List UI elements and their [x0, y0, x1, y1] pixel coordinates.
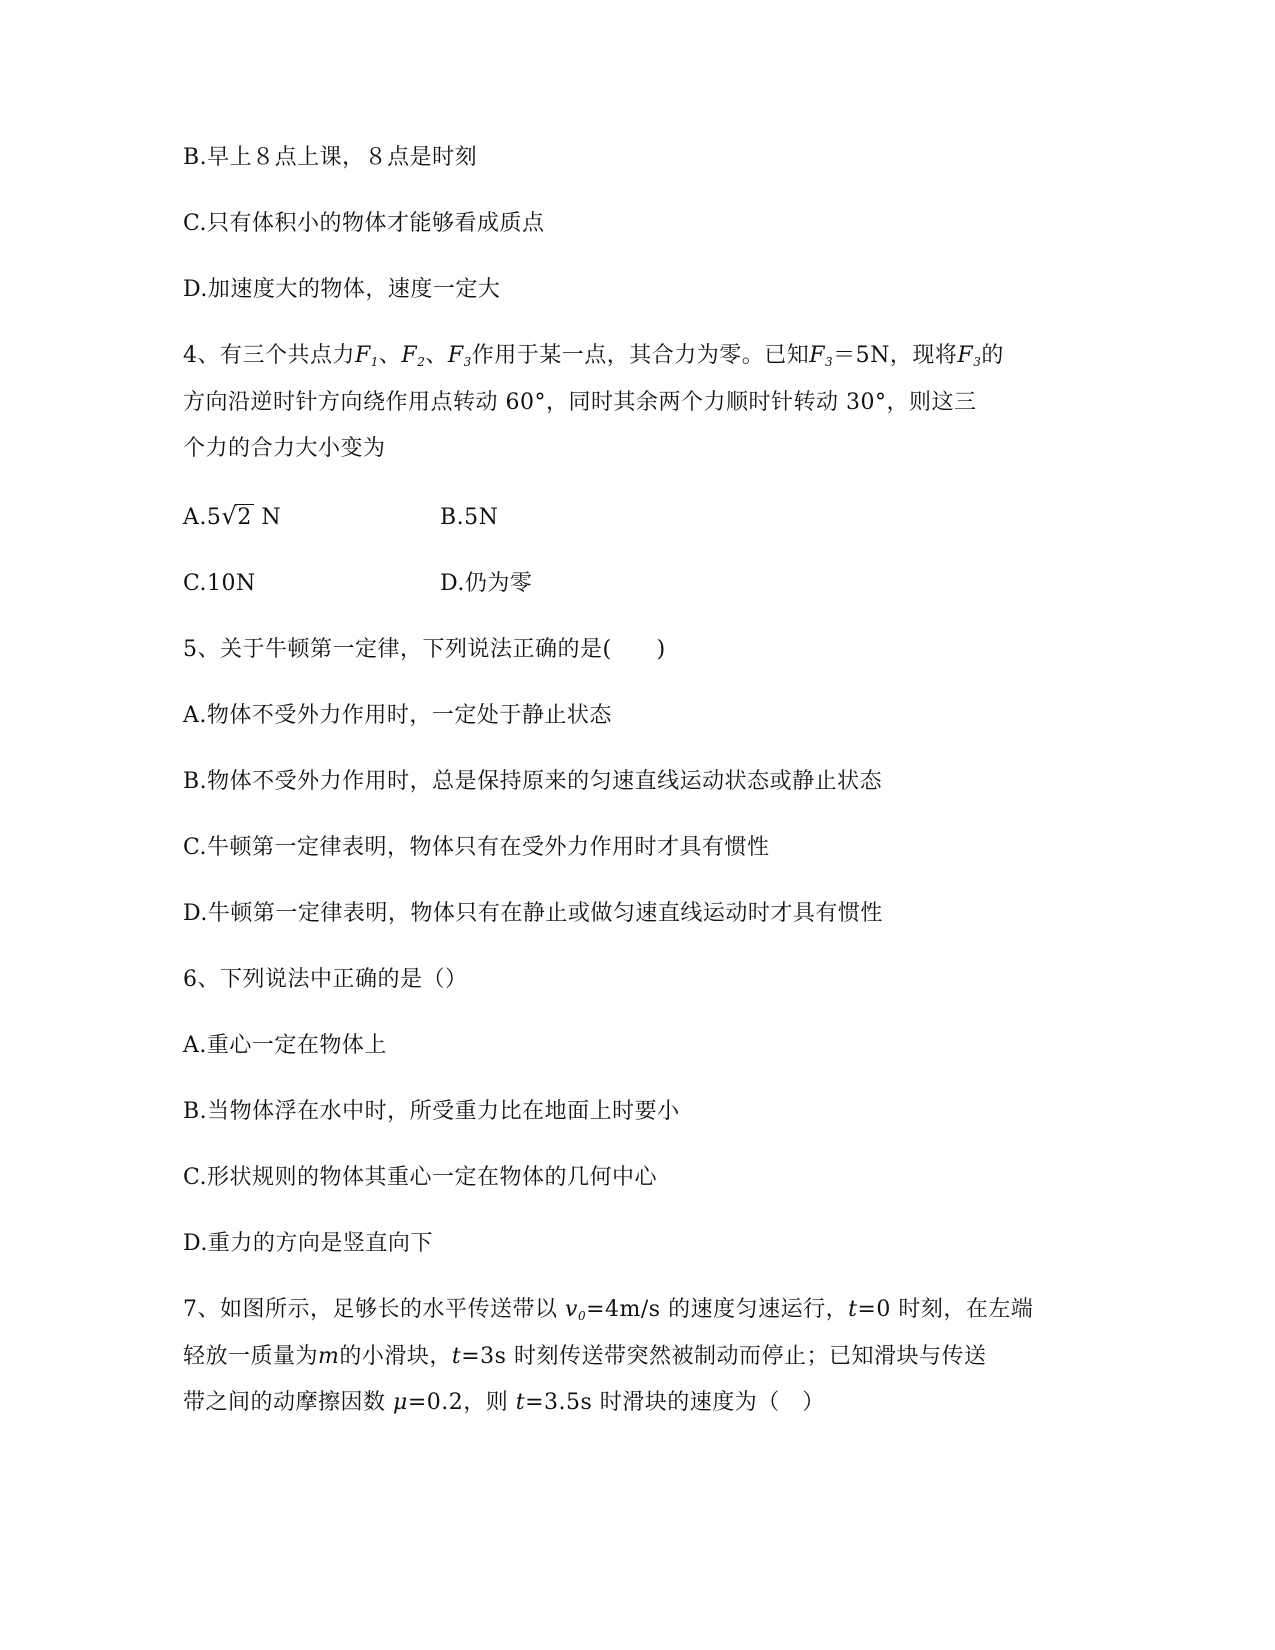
q7-stem-line3: [183, 1388, 825, 1418]
separator: 、: [378, 343, 402, 368]
q5-option-d: D.牛顿第一定律表明，物体只有在静止或做匀速直线运动时才具有惯性: [183, 901, 883, 926]
q7-text: =0.2，则: [407, 1390, 516, 1415]
q6-option-a: A.重心一定在物体上: [183, 1033, 387, 1058]
q7-text: =3.5s 时滑块的速度为（ ）: [525, 1390, 825, 1415]
q7-text: =0 时刻，在左端: [857, 1297, 1034, 1322]
f3-symbol: F: [809, 343, 826, 368]
q7-text: 带之间的动摩擦因数: [183, 1390, 393, 1415]
q4-stem-line3: 个力的合力大小变为: [183, 436, 386, 461]
f1-symbol: F: [355, 343, 371, 368]
q7-text: 7、如图所示，足够长的水平传送带以: [183, 1297, 565, 1322]
time-t-symbol: t: [451, 1344, 462, 1369]
q4-option-b: B.5N: [440, 505, 499, 530]
f2-subscript: 2: [417, 355, 426, 369]
q3-option-d: D.加速度大的物体，速度一定大: [183, 277, 501, 302]
f1-subscript: 1: [370, 355, 379, 369]
q4-text: 作用于某一点，其合力为零。已知: [471, 343, 810, 368]
q4-option-a: [183, 503, 281, 533]
mass-m-symbol: m: [318, 1344, 340, 1369]
sqrt-icon: √: [221, 502, 238, 530]
force-f1: [355, 343, 379, 368]
force-f3: [448, 343, 472, 368]
f3-symbol: F: [957, 343, 974, 368]
q7-text: 的小滑块，: [339, 1344, 452, 1369]
separator: 、: [425, 343, 448, 368]
force-f3: [809, 343, 833, 368]
sqrt-radicand: 2: [237, 505, 252, 530]
v-subscript: 0: [577, 1309, 587, 1323]
velocity-v0: [565, 1297, 586, 1322]
q4-stem-line2: 方向沿逆时针方向绕作用点转动 60°，同时其余两个力顺时针转动 30°，则这三: [183, 390, 977, 415]
q5-option-a: A.物体不受外力作用时，一定处于静止状态: [183, 703, 612, 728]
q3-option-c: C.只有体积小的物体才能够看成质点: [183, 211, 545, 236]
force-f3: [957, 343, 981, 368]
q7-stem-line2: [183, 1342, 986, 1372]
f3-symbol: F: [447, 343, 464, 368]
q4-option-d: D.仍为零: [440, 571, 533, 596]
sqrt-expression: [221, 503, 254, 533]
q6-stem: 6、下列说法中正确的是（）: [183, 967, 468, 992]
q6-option-b: B.当物体浮在水中时，所受重力比在地面上时要小: [183, 1099, 680, 1124]
q6-option-d: D.重力的方向是竖直向下: [183, 1231, 433, 1256]
f2-symbol: F: [401, 343, 418, 368]
time-t-symbol: t: [848, 1297, 858, 1322]
f3-subscript: 3: [463, 355, 472, 369]
f3-subscript: 3: [825, 355, 834, 369]
force-f2: [401, 343, 425, 368]
q5-stem: 5、关于牛顿第一定律，下列说法正确的是( ): [183, 637, 666, 662]
q3-option-b: B.早上８点上课，８点是时刻: [183, 145, 478, 170]
q4-option-c: C.10N: [183, 571, 256, 596]
q7-stem-line1: [183, 1295, 1033, 1331]
friction-mu-symbol: μ: [393, 1390, 408, 1415]
q7-text: =3s 时刻传送带突然被制动而停止；已知滑块与传送: [461, 1344, 987, 1369]
f3-subscript: 3: [973, 355, 982, 369]
q7-text: 轻放一质量为: [183, 1344, 319, 1369]
v-symbol: v: [565, 1297, 578, 1322]
q4-text: ＝5N，现将: [833, 343, 958, 368]
q7-text: =4m/s 的速度匀速运行，: [586, 1297, 849, 1322]
q4-text: 4、有三个共点力: [183, 343, 355, 368]
time-t-symbol: t: [515, 1390, 526, 1415]
q4-text: 的: [981, 343, 1004, 368]
q5-option-b: B.物体不受外力作用时，总是保持原来的匀速直线运动状态或静止状态: [183, 769, 883, 794]
option-a-unit: N: [253, 505, 282, 530]
q4-stem-line1: [183, 341, 1004, 377]
q5-option-c: C.牛顿第一定律表明，物体只有在受外力作用时才具有惯性: [183, 835, 770, 860]
q6-option-c: C.形状规则的物体其重心一定在物体的几何中心: [183, 1165, 658, 1190]
option-a-prefix: A.5: [183, 505, 222, 530]
